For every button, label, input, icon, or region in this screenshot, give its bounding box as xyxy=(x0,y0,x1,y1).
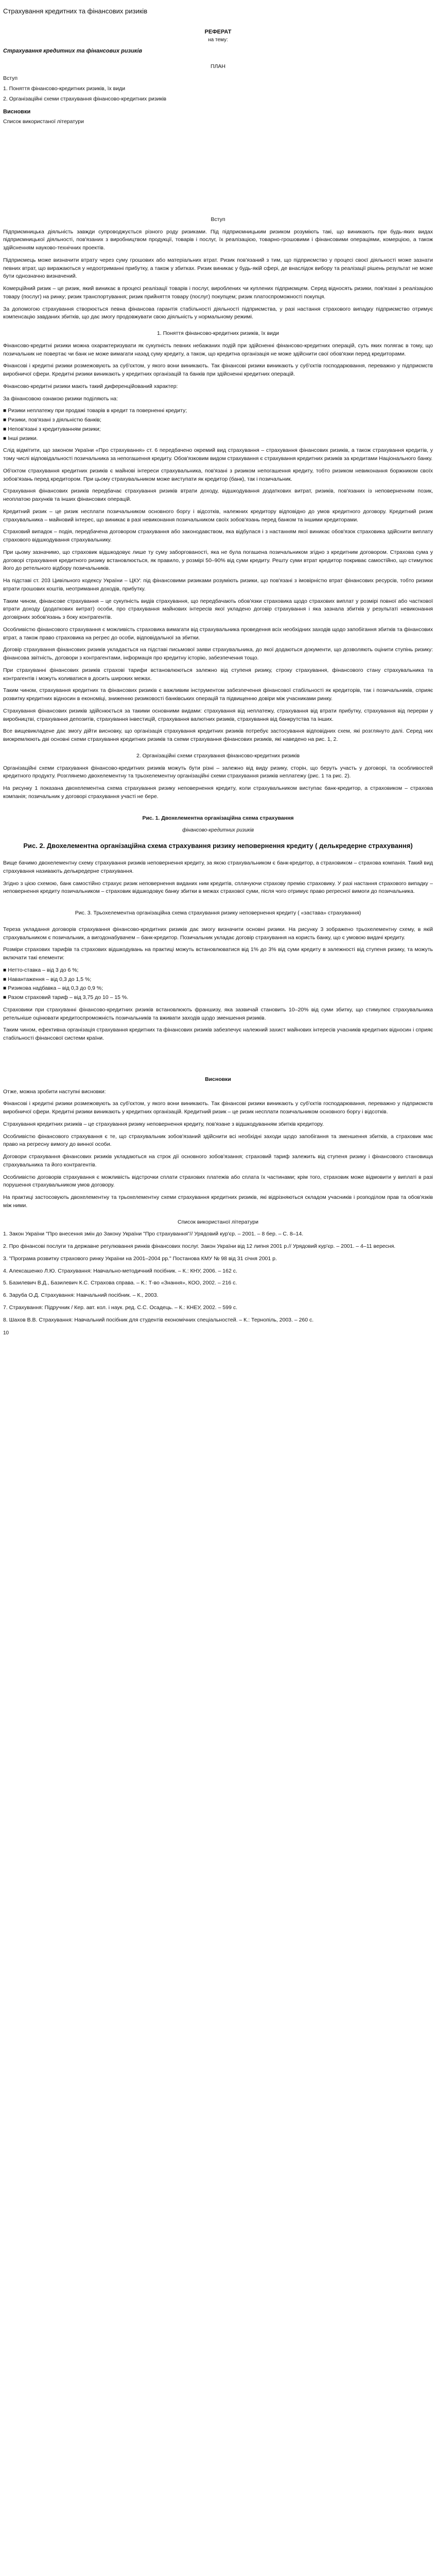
paragraph: Страхування фінансових ризиків здійснюється за такими основними видами: страхування від неплатежу, страхування від втрати прибутку, страхування від перерви у виробництві, страхування депозитів, страхування інвестицій, страхування валютних ризиків, страхування від банкрутства та інших. xyxy=(3,707,433,722)
reference-item: 2. Про фінансові послуги та державне регулювання ринків фінансових послуг. Закон України від 12 липня 2001 р.// Урядовий кур'єр. – 2001. – 4–11 вересня. xyxy=(3,1243,396,1250)
reference-item: 4. Алексашенко Л.Ю. Страхування: Навчально-методичний посібник. – К.: КНУ, 2006. – 162 с. xyxy=(3,1267,237,1274)
reference-item: 8. Шахов В.В. Страхування: Навчальний посібник для студентів економічних спеціальностей. – К.: Тернопіль, 2003. – 260 с. xyxy=(3,1316,314,1323)
paragraph: Договір страхування фінансових ризиків укладається на підставі письмової заяви страхувальника, до якої додаються документи, що дозволяють оцінити ступінь ризику: фінансова звітність, договори з контрагентами, інформація про кредитну історію, забезпечення тощо. xyxy=(3,647,433,661)
paragraph: Страховики при страхуванні фінансово-кредитних ризиків встановлюють франшизу, яка зазвичай становить 10–20% від суми збитку, що стимулює страхувальника ретельніше оцінювати кредитоспроможність позичальників та вживати заходів щодо зменшення ризиків. xyxy=(3,1006,433,1021)
paragraph: Вище бачимо двохелементну схему страхування ризиків неповернення кредиту, за якою страхувальником є банк-кредитор, а страховиком – страхова компанія. Такий вид страхування називають делькредерне страхування. xyxy=(3,860,433,874)
paragraph: Фінансові і кредитні ризики розмежовують за суб'єктом, у якого вони виникають. Так фінансові ризики виникають у суб'єктів господарювання, переважно у підприємств виробничої сфери. Кредитні ризики виникають у кредитних організацій. Кредитний ризик – це ризик несплати позичальником основного боргу і відсотків. xyxy=(3,1100,433,1115)
paragraph: Особливістю фінансового страхування є те, що страхувальник зобов'язаний здійснити всі необхідні заходи щодо запобігання та зменшення збитків, а страховик має право на регресну вимогу до винної особи. xyxy=(3,1133,433,1148)
paragraph: Підприємницька діяльність завжди супроводжується різного роду ризиками. Під підприємницьким ризиком розуміють такі, що виникають при будь-яких видах підприємницької діяльності, пов'язаних з виробництвом продукції, товарів і послуг, їх реалізацією, товарно-грошовими і фінансовими операціями, комерцією, а також здійсненням науково-технічних проектів. xyxy=(3,228,433,251)
paragraph: Об'єктом страхування кредитних ризиків є майнові інтереси страхувальника, пов'язані з ризиком непогашення кредиту, тобто ризиком невиконання боржником своїх зобов'язань перед кредитором. При цьому страхувальником може виступати як кредитор (банк), так і позичальник. xyxy=(3,467,433,482)
reference-item: 7. Страхування: Підручник / Кер. авт. кол. і наук. ред. С.С. Осадець. – К.: КНЕУ, 2002. – 599 с. xyxy=(3,1304,238,1311)
paragraph: Організаційні схеми страхування фінансово-кредитних ризиків можуть бути різні – залежно від виду ризику, сторін, що беруть участь у договорі, та особливостей кредитного продукту. Розглянемо двохелементну та трьохелементну організаційні схеми страхування ризиків неплатежу (рис. 1 та рис. 2). xyxy=(3,765,433,779)
reference-item: 6. Заруба О.Д. Страхування: Навчальний посібник. – К., 2003. xyxy=(3,1292,159,1299)
intro-heading: Вступ xyxy=(211,216,225,223)
paragraph: Комерційний ризик – це ризик, який виникає в процесі реалізації товарів і послуг, вироблених чи куплених підприємцем. Серед відносять ризики, пов'язані з реалізацією товару (послуг) на ринку; ризик транспортування; ризик прийняття товару (послуг) покупцем; ризик платоспроможності покупця. xyxy=(3,285,433,300)
page-number: 10 xyxy=(3,1330,9,1336)
paragraph: Слід відмітити, що законом України «Про страхування» ст. 6 передбачено окремий вид страхування – страхування фінансових ризиків, а також страхування кредитів, у тому числі відповідальності позичальника за непогашення кредиту. Обов'язковим видом страхування є страхування кредитних ризиків за кредитами Національного банку. xyxy=(3,447,433,462)
paragraph: Кредитний ризик – це ризик несплати позичальником основного боргу і відсотків, належних кредитору відповідно до умов кредитного договору. Кредитний ризик страхувальника – майновий інтерес, що виникає в разі невиконання позичальником своїх зобов'язань перед банком та іншими кредиторами. xyxy=(3,508,433,523)
paragraph: Страховий випадок – подія, передбачена договором страхування або законодавством, яка відбулася і з настанням якої виникає обов'язок страховика здійснити виплату страхового відшкодування страхувальнику. xyxy=(3,529,433,543)
figure1-heading: Рис. 1. Двохелементна організаційна схема страхування xyxy=(142,815,294,821)
paragraph: На рисунку 1 показана двохелементна схема страхування ризику неповернення кредиту, коли страхувальником виступає банк-кредитор, а страховиком – страхова компанія; позичальник у договорі страхування участі не бере. xyxy=(3,785,433,800)
paragraph: Фінансово-кредитні ризики можна охарактеризувати як сукупність певних небажаних подій при здійсненні фінансово-кредитних операцій, суть яких полягає в тому, що позичальник не повертає чи банк не може вимагати назад суму кредиту, а також, що кредитна організація не може здійснити свої обов'язки перед кредиторами. xyxy=(3,342,433,357)
paragraph: При цьому зазначимо, що страховик відшкодовує лише ту суму заборгованості, яка не була погашена позичальником згідно з кредитним договором. Страхова сума у договорі страхування кредитного ризику встановлюється, як правило, у розмірі 50–90% від суми кредиту. Решту суми втрат кредитор покриває самостійно, що стимулює його до ретельного відбору позичальників. xyxy=(3,549,433,572)
list-item: ■ Навантаження – від 0,3 до 1,5 %; xyxy=(3,976,92,982)
reference-item: 5. Базилевич В.Д., Базилевич К.С. Страхова справа. – К.: Т-во «Знання», КОО, 2002. – 216 с. xyxy=(3,1280,237,1286)
paragraph: За фінансовою ознакою ризики поділяють на: xyxy=(3,395,118,402)
figure3-heading: Рис. 3. Трьохелементна організаційна схема страхування ризику неповернення кредиту ( «застава» страхування) xyxy=(75,910,361,917)
ref-topic: Страхування кредитних та фінансових ризиків xyxy=(3,48,143,54)
paragraph: Особливістю фінансового страхування є можливість страховика вимагати від страхувальника проведення всіх необхідних заходів щодо запобігання збитків та фінансових втрат, а також право страховика на регрес до особи, відповідальної за збитки. xyxy=(3,626,433,641)
list-item: ■ Разом страховий тариф – від 3,75 до 10 – 15 %. xyxy=(3,994,129,1001)
paragraph: При страхуванні фінансових ризиків страхові тарифи встановлюються залежно від ступеня ризику, строку страхування, фінансового стану страхувальника та контрагентів і можуть коливатися в досить широких межах. xyxy=(3,667,433,682)
reference-item: 1. Закон України "Про внесення змін до Закону України "Про страхування"// Урядовий кур'єр. – 2001. – 8 бер. – С. 8–14. xyxy=(3,1231,304,1238)
paragraph: Тереза укладання договорів страхування фінансово-кредитних ризиків дає змогу визначити основні ризики. На рисунку 3 зображено трьохелементну схему, в якій страхувальником є позичальник, а вигодонабувачем – банк-кредитор. Позичальник укладає договір страхування на користь банку, що є умовою видачі кредиту. xyxy=(3,926,433,941)
plan-list xyxy=(3,75,433,126)
paragraph: На підставі ст. 203 Цивільного кодексу України – ЦКУ: під фінансовими ризиками розуміють ризики, що пов'язані з імовірністю втрат фінансових ресурсів, тобто ризики втрати грошових коштів, неотримання доходів, прибутку. xyxy=(3,578,433,592)
section1-heading: 1. Поняття фінансово-кредитних ризиків, їх види xyxy=(156,330,280,336)
list-item: ■ Ризики, пов'язані з діяльністю банків; xyxy=(3,417,101,423)
ref-sub: на тему: xyxy=(208,37,228,43)
plan-item: 2. Організаційні схеми страхування фінансово-кредитних ризиків xyxy=(3,95,167,102)
plan-item: Висновки xyxy=(3,108,31,115)
list-item: ■ Інші ризики. xyxy=(3,435,38,442)
paragraph: Таким чином, страхування кредитних та фінансових ризиків є важливим інструментом забезпечення фінансової стабільності як кредиторів, так і позичальників, сприяє розвитку кредитних відносин в економіці, зниженню ризиковості банківських операцій та підвищенню довіри між учасниками ринку. xyxy=(3,687,433,702)
paragraph: Згідно з цією схемою, банк самостійно страхує ризик неповернення виданих ним кредитів, сплачуючи страхову премію страховику. У разі настання страхового випадку – неповернення кредиту позичальником – страховик відшкодовує банку збитки в межах страхової суми, після чого отримує право регресної вимоги до позичальника. xyxy=(3,880,433,895)
plan-item: Вступ xyxy=(3,75,18,82)
figure2-heading: Рис. 2. Двохелементна організаційна схема страхування ризику неповернення кредиту ( делькредерне страхування) xyxy=(23,842,413,850)
plan-label: ПЛАН xyxy=(210,63,226,70)
conclusions-heading: Висновки xyxy=(205,1076,231,1082)
reference-item: 3. "Програма розвитку страхового ринку України на 2001–2004 рр." Постанова КМУ № 98 від 31 січня 2001 р. xyxy=(3,1255,277,1262)
paragraph: Страхування кредитних ризиків – це страхування ризику неповернення кредиту, пов'язане з відшкодуванням збитків кредитору. xyxy=(3,1121,324,1127)
reference-header xyxy=(3,28,433,44)
plan-item: Список використаної літератури xyxy=(3,118,84,125)
paragraph: Все вищевикладене дає змогу дійти висновку, що організація страхування кредитних ризиків потребує застосування відповідних схем, які розглянуто далі. Серед них виокремлюють дві основні схеми страхування кредитних ризиків та схеми страхування фінансових ризиків, які наведено на рис. 1, 2. xyxy=(3,728,433,742)
section2-heading: 2. Організаційні схеми страхування фінансово-кредитних ризиків xyxy=(136,752,300,759)
paragraph: На практиці застосовують двохелементну та трьохелементну схеми страхування кредитних ризиків, які відрізняються складом учасників і розподілом прав та обов'язків між ними. xyxy=(3,1194,433,1209)
paragraph: Договори страхування фінансових ризиків укладаються на строк дії основного зобов'язання; страховий тариф залежить від ступеня ризику і фінансового становища страхувальника та його контрагентів. xyxy=(3,1154,433,1168)
paragraph: Отже, можна зробити наступні висновки: xyxy=(3,1088,106,1095)
paragraph: Особливістю договорів страхування є можливість відстрочки сплати страхових платежів або сплата їх частинами; крім того, страховик може відмовити у виплаті в разі порушення страхувальником умов договору. xyxy=(3,1174,433,1189)
list-item: ■ Непов'язані з кредитуванням ризики; xyxy=(3,426,101,432)
list-item: ■ Ризики неплатежу при продажі товарів в кредит та поверненні кредиту; xyxy=(3,408,187,414)
paragraph: За допомогою страхування створюється певна фінансова гарантія стабільності діяльності підприємства, у разі настання страхового випадку підприємство отримує компенсацію завданих збитків, що дає змогу продовжувати свою діяльність у нормальному режимі. xyxy=(3,306,433,320)
literature-heading: Список використаної літератури xyxy=(177,1218,258,1225)
paragraph: Фінансово-кредитні ризики мають такий диференційований характер: xyxy=(3,383,178,389)
ref-label: РЕФЕРАТ xyxy=(204,28,232,35)
paragraph: Фінансові і кредитні ризики розмежовують за суб'єктом, у якого вони виникають. Так фінансові ризики виникають у суб'єктів господарювання, переважно у підприємств виробничої сфери. Кредитні ризики виникають у кредитних організацій та банків при здійсненні кредитних операцій. xyxy=(3,363,433,377)
list-item: ■ Ризикова надбавка – від 0,3 до 0,9 %; xyxy=(3,985,103,992)
plan-item: 1. Поняття фінансово-кредитних ризиків, їх види xyxy=(3,86,126,92)
paragraph: Страхування фінансових ризиків передбачає страхування ризиків втрати доходу, відшкодування додаткових витрат, ризиків, пов'язаних із неповерненням позик, неоплатою рахунків та інших фінансових операцій. xyxy=(3,488,433,502)
paragraph: Таким чином, фінансове страхування – це сукупність видів страхування, що передбачають обов'язки страховика щодо страхових виплат у розмірі повної або часткової втрати доходу (додаткових витрат) особи, про страхування майнових інтересів якої укладено договір страхування і яка зазнала збитків у результаті невиконання договірних зобов'язань з боку контрагентів. xyxy=(3,598,433,620)
list-item: ■ Нетто-ставка – від 3 до 6 %; xyxy=(3,967,79,973)
figure1-caption: фінансово-кредитних ризиків xyxy=(182,827,254,834)
paragraph: Підприємець може визначити втрату через суму грошових або матеріальних втрат. Ризик пов'язаний з тим, що підприємство у процесі своєї діяльності може зазнати певних втрат, що виражаються у недоотриманні прибутку, а також у збитках. Ризик виникає у будь-якій сфері, де внаслідок вибору та реалізації рішень результат не може бути однозначно визначений. xyxy=(3,257,433,280)
document-title: Страхування кредитних та фінансових ризиків xyxy=(3,7,148,15)
paragraph: Таким чином, ефективна організація страхування кредитних та фінансових ризиків забезпечує належний захист майнових інтересів учасників кредитних відносин і сприяє стабільності фінансової системи країни. xyxy=(3,1027,433,1042)
paragraph: Розміри страхових тарифів та страхових відшкодувань на практиці можуть встановлюватися від 1% до 3% від суми кредиту в залежності від ступеня ризику, та можуть включати такі елементи: xyxy=(3,946,433,961)
